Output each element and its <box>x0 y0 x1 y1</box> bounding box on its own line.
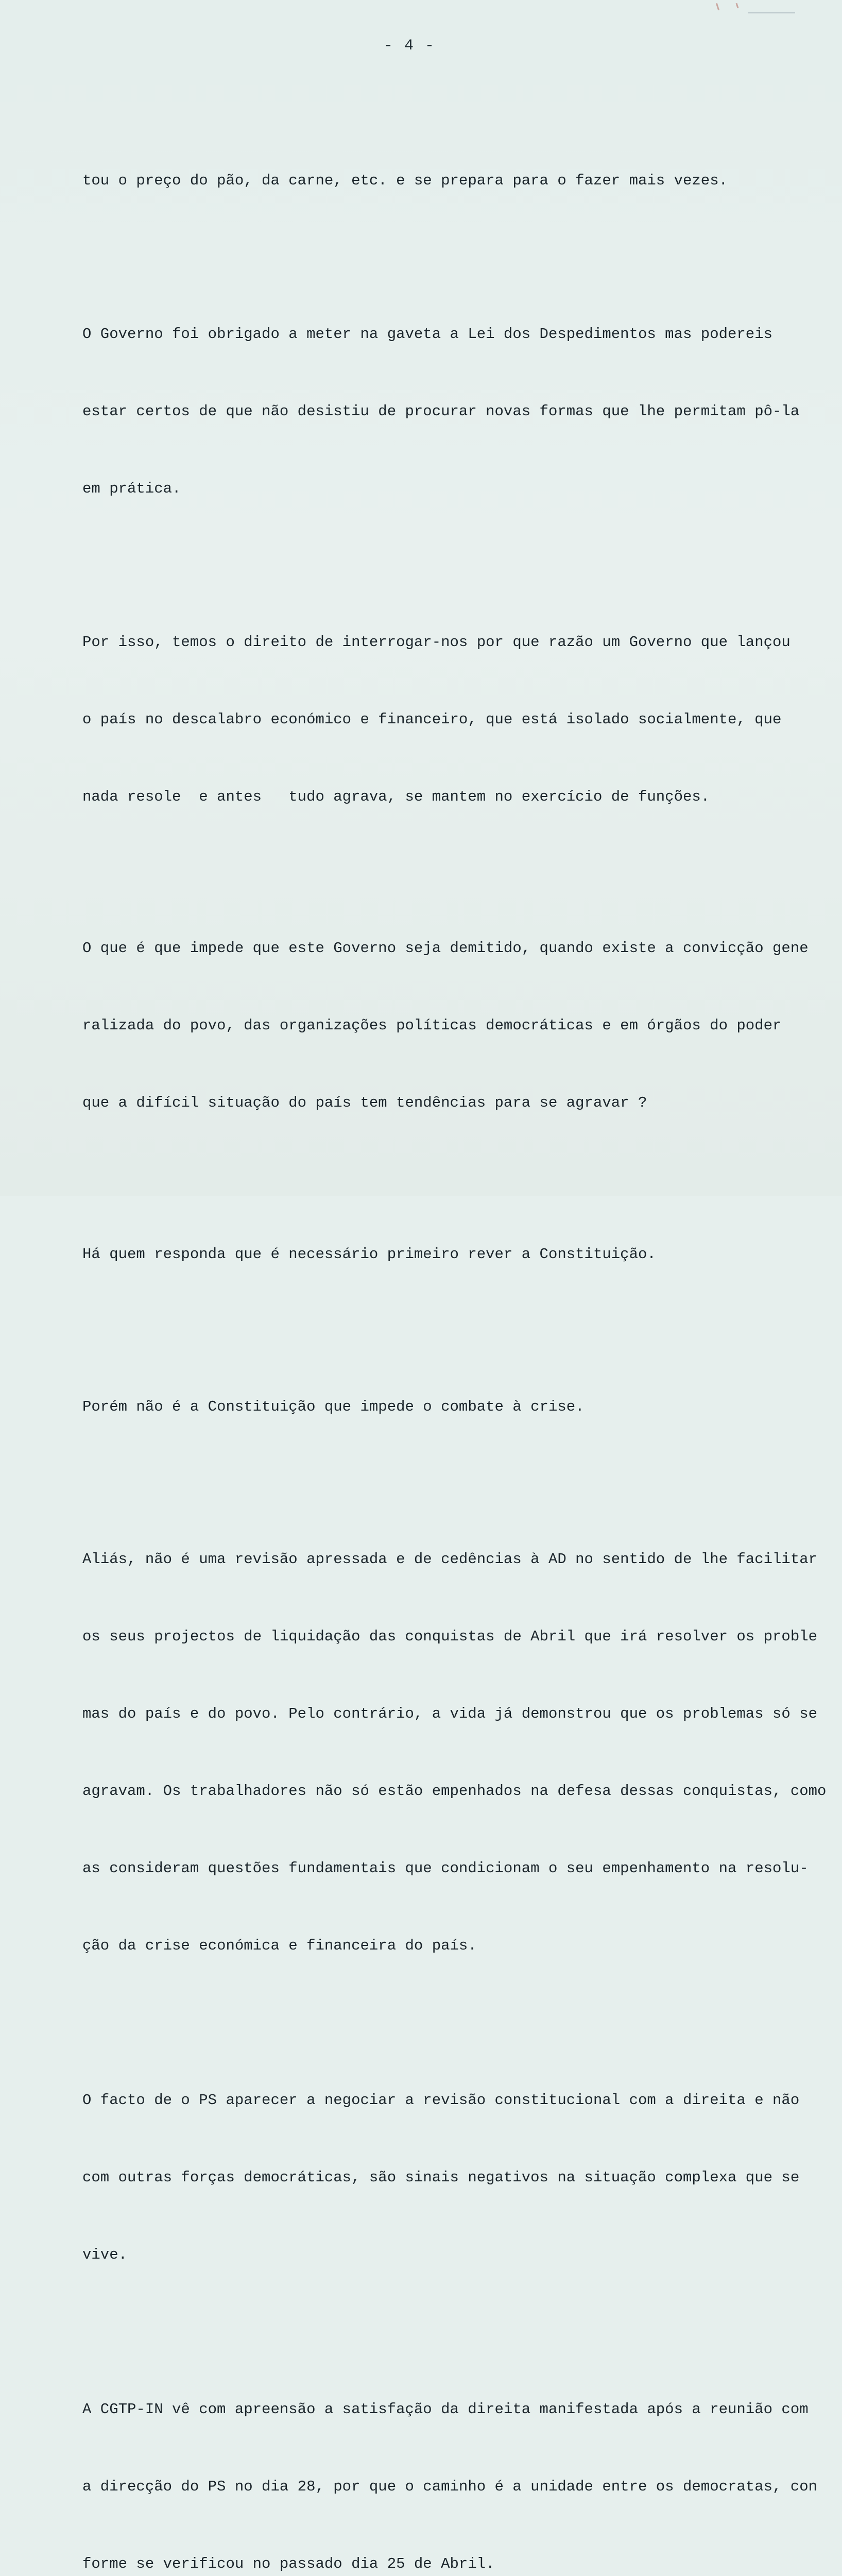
paragraph <box>82 578 791 861</box>
paragraph <box>82 884 809 1167</box>
text-line: A CGTP-IN vê com apreensão a satisfação da direita manifestada após a reunião com <box>82 2401 809 2418</box>
text-line: com outras forças democráticas, são sinais negativos na situação complexa que se <box>82 2169 800 2186</box>
text-line: vive. <box>82 2246 128 2263</box>
text-line: Por isso, temos o direito de interrogar-nos por que razão um Governo que lançou <box>82 634 791 651</box>
text-line: mas do país e do povo. Pelo contrário, a vida já demonstrou que os problemas só se <box>82 1705 818 1722</box>
text-line: em prática. <box>82 480 181 497</box>
text-line: agravam. Os trabalhadores não só estão empenhados na defesa dessas conquistas, como <box>82 1783 827 1800</box>
text-line: o país no descalabro económico e financeiro, que está isolado socialmente, que <box>82 711 782 728</box>
corner-mark <box>736 3 739 8</box>
document-body <box>82 116 827 2576</box>
text-line: forme se verificou no passado dia 25 de Abril. <box>82 2555 495 2572</box>
text-line: a direcção do PS no dia 28, por que o caminho é a unidade entre os democratas, con <box>82 2478 818 2495</box>
text-line: estar certos de que não desistiu de procurar novas formas que lhe permitam pô-la <box>82 403 800 420</box>
text-line: tou o preço do pão, da carne, etc. e se prepara para o fazer mais vezes. <box>82 172 728 189</box>
text-line: Aliás, não é uma revisão apressada e de cedências à AD no sentido de lhe facilitar <box>82 1551 818 1568</box>
paragraph <box>82 2345 818 2576</box>
text-line: os seus projectos de liquidação das conquistas de Abril que irá resolver os proble <box>82 1628 818 1645</box>
text-line: Há quem responda que é necessário primeiro rever a Constituição. <box>82 1246 656 1263</box>
paragraph <box>82 1343 788 1471</box>
paragraph <box>82 2036 800 2319</box>
page-number: - 4 - <box>383 37 435 55</box>
text-line: nada resole e antes tudo agrava, se mantem no exercício de funções. <box>82 788 710 805</box>
corner-dash <box>748 12 795 13</box>
paragraph <box>82 270 800 553</box>
paragraph <box>82 1495 827 2010</box>
text-line: ralizada do povo, das organizações políticas democráticas e em órgãos do poder <box>82 1017 782 1034</box>
text-line: que a difícil situação do país tem tendências para se agravar ? <box>82 1094 647 1111</box>
text-line: O Governo foi obrigado a meter na gaveta a Lei dos Despedimentos mas podereis <box>82 326 773 343</box>
text-line: O que é que impede que este Governo seja demitido, quando existe a convicção gene <box>82 940 809 957</box>
paragraph <box>82 1190 788 1319</box>
text-line: O facto de o PS aparecer a negociar a revisão constitucional com a direita e não <box>82 2092 800 2109</box>
text-line: Porém não é a Constituição que impede o combate à crise. <box>82 1398 585 1415</box>
corner-mark <box>716 3 719 10</box>
text-line: as consideram questões fundamentais que condicionam o seu empenhamento na resolu- <box>82 1860 809 1877</box>
text-line: ção da crise económica e financeira do país. <box>82 1937 477 1954</box>
paragraph <box>82 116 788 245</box>
